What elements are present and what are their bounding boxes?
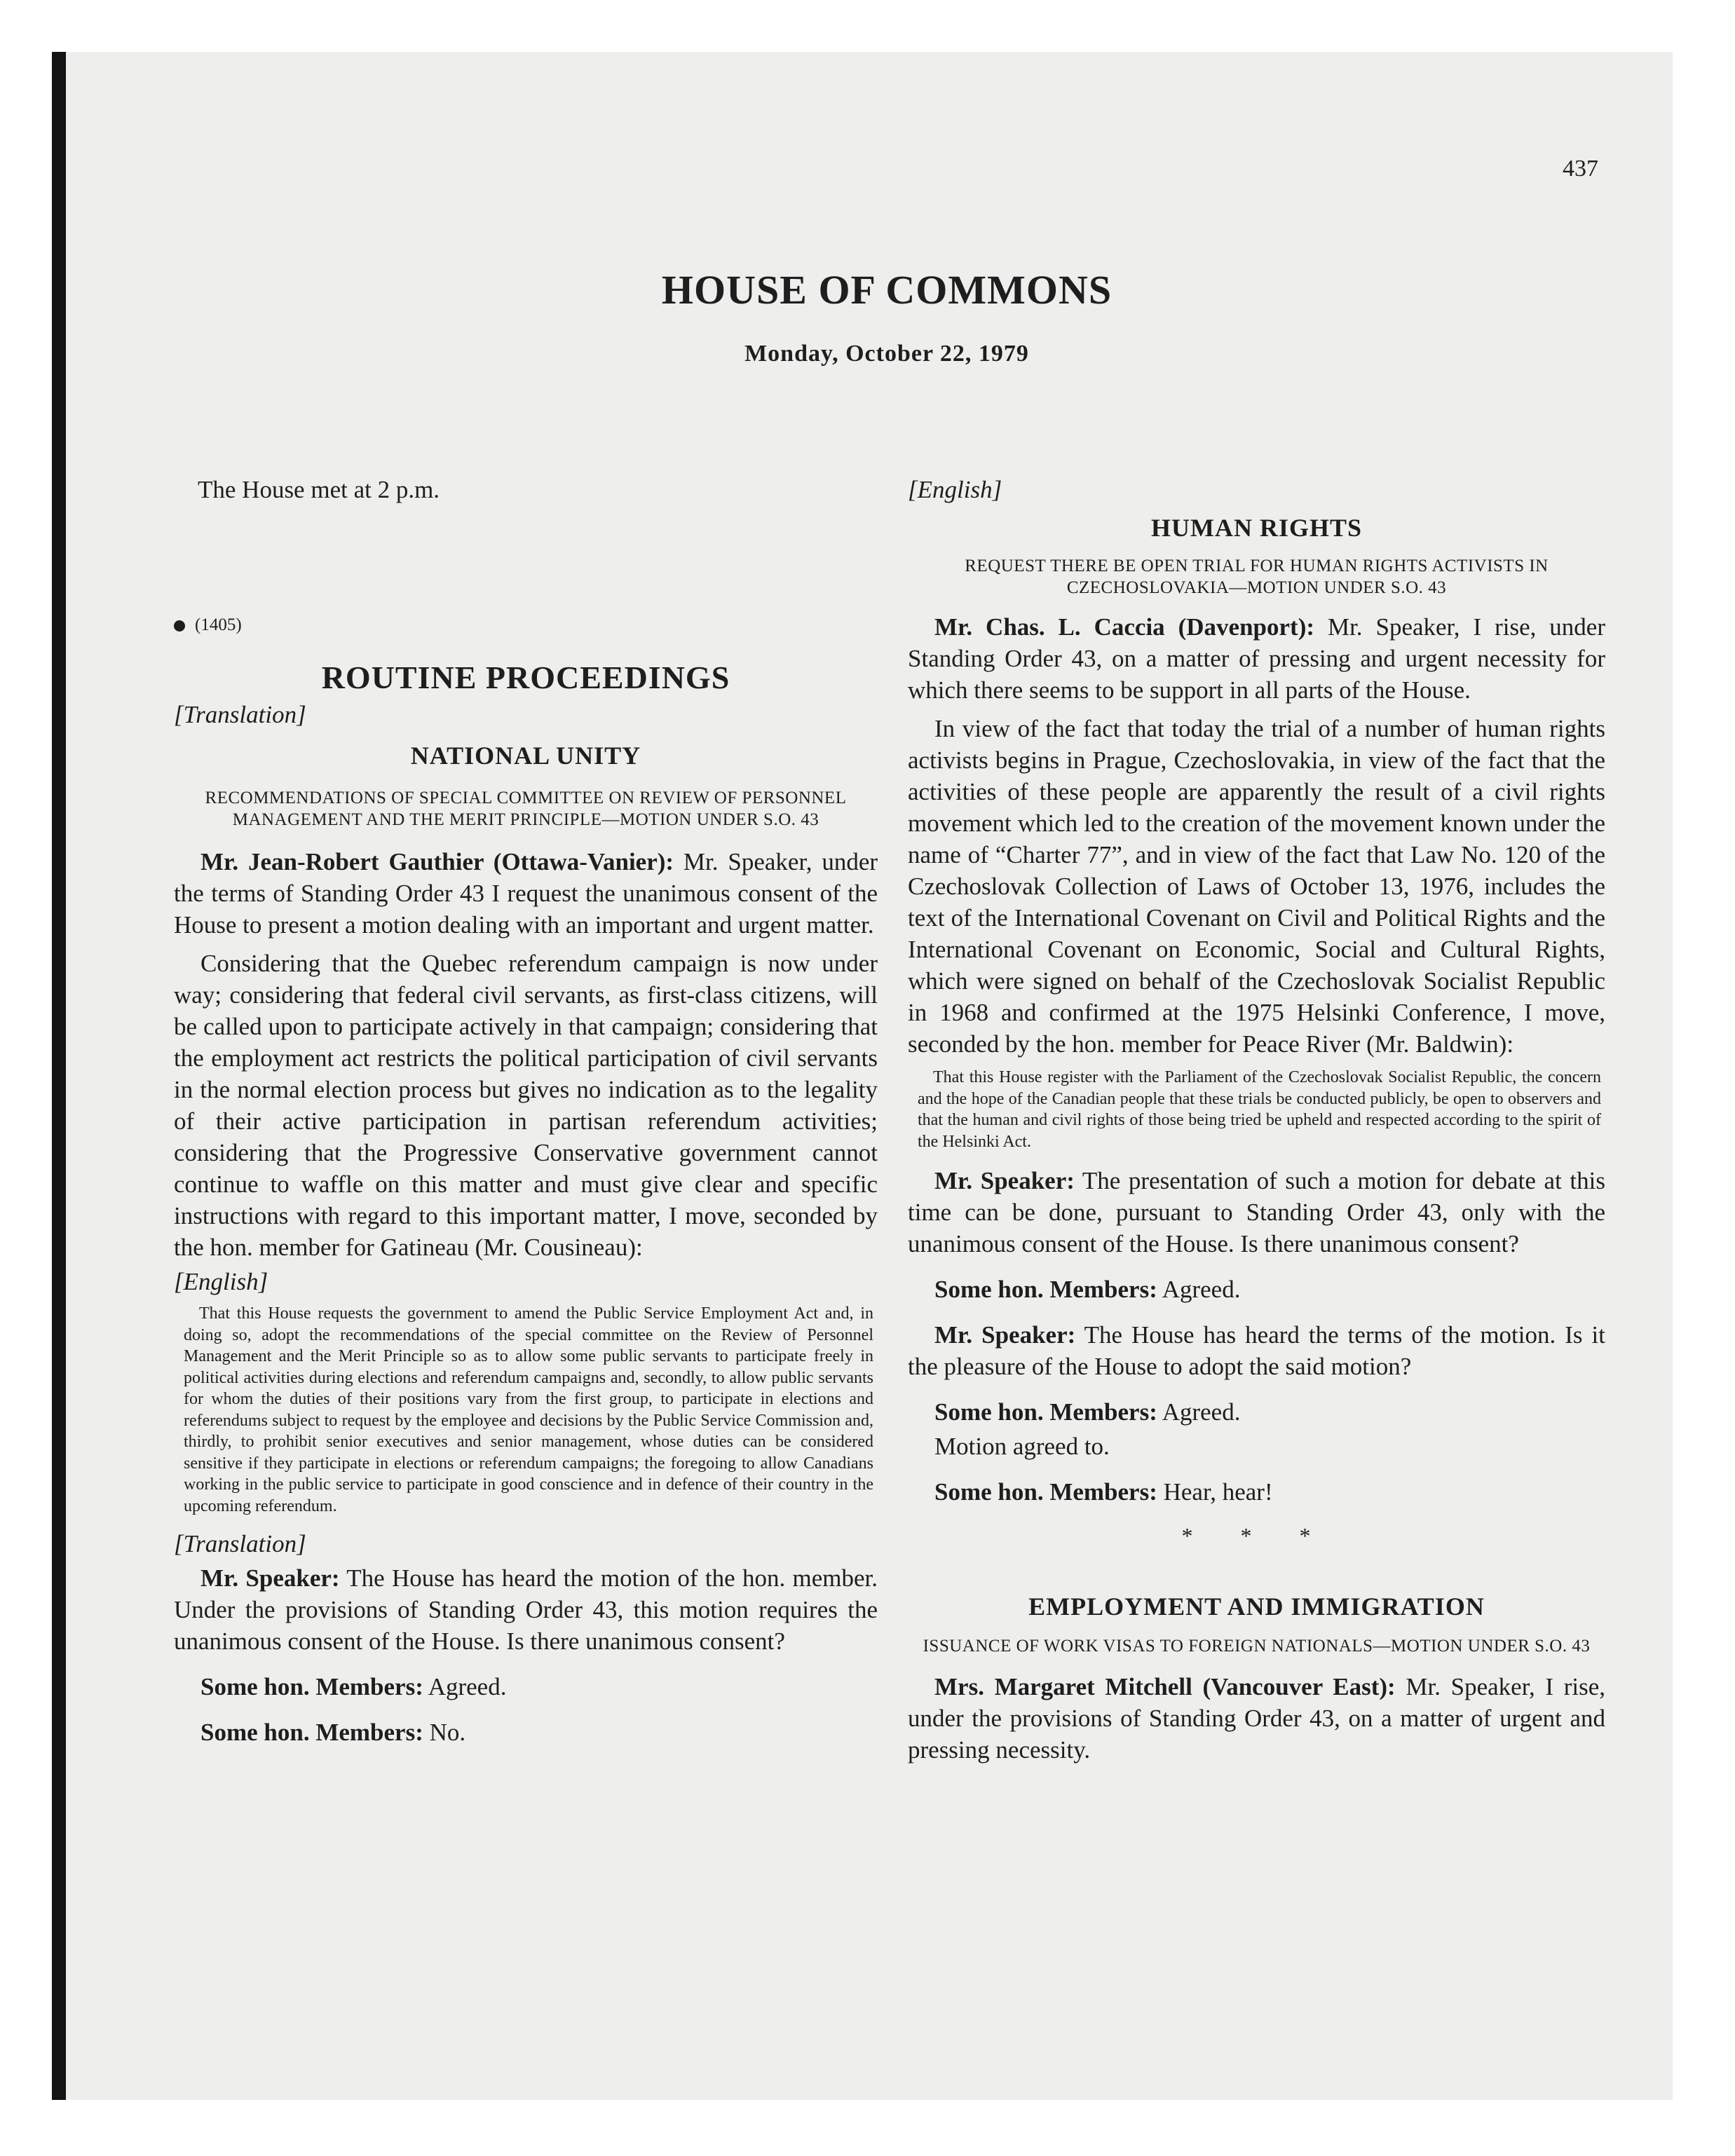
page-number: 437: [1563, 156, 1598, 182]
motion-text: That this House requests the government to amend the Public Service Employment Act and, in doing so, adopt the recommendations of the special committee on the Review of Personnel Management and the Merit Principle so as to allow some public servants to participate freely in political activities during elections and referendum campaigns and, secondly, to allow public servants for whom the duties of their positions vary from the first group, to participate in elections and referendums subject to request by the employee and decisions by the Public Service Commission and, thirdly, to prohibit senior executives and senior management, whose duties can be considered sensitive if they participate in elections or referendum campaigns; the foregoing to allow Canadians working in the public service to participate in good conscience and in defence of their country in the upcoming referendum.: [184, 1304, 873, 1515]
speaker-name: Mrs. Margaret Mitchell (Vancouver East):: [934, 1673, 1396, 1700]
speech-speaker: [908, 1319, 1605, 1382]
speaker-name: Mr. Speaker:: [934, 1321, 1076, 1349]
language-tag-english: [English]: [908, 476, 1002, 503]
language-tag-translation: [Translation]: [174, 701, 306, 728]
section-title-human-rights: HUMAN RIGHTS: [1150, 514, 1363, 542]
section-subtitle: REQUEST THERE BE OPEN TRIAL FOR HUMAN RIGHTS ACTIVISTS IN CZECHOSLOVAKIA—MOTION UNDER S.O. 43: [965, 557, 1549, 597]
speech-text: Mr. Speaker, I rise, under Standing Order 43, on a matter of pressing and urgent necessity for which there seems to be support in all parts of the House.: [908, 613, 1605, 704]
reply-agreed: [174, 1671, 878, 1703]
time-mark: (1405): [174, 609, 878, 641]
right-column: [908, 474, 1605, 1766]
section-subtitle: RECOMMENDATIONS OF SPECIAL COMMITTEE ON REVIEW OF PERSONNEL MANAGEMENT AND THE MERIT PRINCIPLE—MOTION UNDER S.O. 43: [205, 789, 847, 829]
speaker-name: Mr. Speaker:: [934, 1167, 1075, 1194]
speech-text: The House has heard the terms of the motion. Is it the pleasure of the House to adopt the said motion?: [908, 1321, 1605, 1380]
reply-hear-hear: [908, 1476, 1605, 1508]
speech-text: Mr. Speaker, under the terms of Standing Order 43 I request the unanimous consent of the House to present a motion dealing with an important and urgent matter.: [174, 848, 878, 939]
paragraph-considering: Considering that the Quebec referendum campaign is now under way; considering that federal civil servants, as first-class citizens, will be called upon to participate actively in that campaign; considering that the employment act restricts the political participation of civil servants in the normal election process but gives no indication as to the legality of their active participation in partisan referendum activities; considering that the Progressive Conservative government cannot continue to waffle on this matter and must give clear and specific instructions with regard to this important matter, I move, seconded by the hon. member for Gatineau (Mr. Cousineau):: [174, 950, 878, 1261]
heading-routine-proceedings: ROUTINE PROCEEDINGS: [321, 660, 730, 695]
reply-text: Agreed.: [1162, 1398, 1241, 1426]
motion-agreed: Motion agreed to.: [934, 1433, 1110, 1460]
paragraph-in-view: In view of the fact that today the trial of a number of human rights activists begins in Prague, Czechoslovakia, in view of the fact that the activities of these people are apparently the result of a civil rights movement which led to the creation of the movement known under the name of “Charter 77”, and in view of the fact that Law No. 120 of the Czechoslovak Collection of Laws of October 13, 1976, includes the text of the International Covenant on Civil and Political Rights and the International Covenant on Economic, Social and Cultural Rights, which were signed on behalf of the Czechoslovak Socialist Republic in 1968 and confirmed at the 1975 Helsinki Conference, I move, seconded by the hon. member for Peace River (Mr. Baldwin):: [908, 715, 1605, 1058]
section-subtitle: ISSUANCE OF WORK VISAS TO FOREIGN NATIONALS—MOTION UNDER S.O. 43: [923, 1637, 1591, 1656]
reply-text: Agreed.: [1162, 1276, 1241, 1303]
sitting-date: Monday, October 22, 1979: [744, 341, 1029, 367]
speaker-name: Some hon. Members:: [934, 1478, 1157, 1506]
section-separator: * * *: [1181, 1523, 1332, 1548]
speaker-name: Some hon. Members:: [200, 1719, 423, 1746]
reply-text: Agreed.: [428, 1673, 507, 1700]
reply-agreed: [908, 1396, 1605, 1428]
language-tag-translation: [Translation]: [174, 1530, 306, 1557]
speech-speaker: [908, 1165, 1605, 1260]
speaker-name: Mr. Jean-Robert Gauthier (Ottawa-Vanier):: [200, 848, 674, 875]
speech-mitchell: [908, 1671, 1605, 1766]
speaker-name: Mr. Chas. L. Caccia (Davenport):: [934, 613, 1315, 641]
reply-text: Hear, hear!: [1163, 1478, 1273, 1506]
reply-text: No.: [429, 1719, 466, 1746]
speech-text: The House has heard the motion of the hon. member. Under the provisions of Standing Order 43, this motion requires the unanimous consent of the House. Is there unanimous consent?: [174, 1564, 878, 1655]
speaker-name: Some hon. Members:: [934, 1276, 1157, 1303]
reply-agreed: [908, 1274, 1605, 1305]
speech-text: Mr. Speaker, I rise, under the provisions of Standing Order 43, on a matter of urgent and pressing necessity.: [908, 1673, 1605, 1763]
language-tag-english: [English]: [174, 1268, 268, 1295]
page-title: HOUSE OF COMMONS: [661, 267, 1113, 313]
speech-text: The presentation of such a motion for debate at this time can be done, pursuant to Standing Order 43, only with the unanimous consent of the House. Is there unanimous consent?: [908, 1167, 1605, 1257]
opening-line: The House met at 2 p.m.: [198, 476, 440, 503]
motion-text: That this House register with the Parliament of the Czechoslovak Socialist Republic, the concern and the hope of the Canadian people that these trials be conducted publicly, be open to observers and that the human and civil rights of those being tried be upheld and respected according to the spirit of the Helsinki Act.: [918, 1068, 1601, 1151]
speaker-name: Some hon. Members:: [934, 1398, 1157, 1426]
speech-caccia: [908, 611, 1605, 706]
speech-speaker: [174, 1562, 878, 1657]
bullet-icon: [174, 620, 185, 632]
scan-edge: [52, 52, 66, 2100]
speaker-name: Mr. Speaker:: [200, 1564, 340, 1592]
section-title-national-unity: NATIONAL UNITY: [410, 742, 641, 770]
reply-no: [174, 1717, 878, 1748]
section-title-employment: EMPLOYMENT AND IMMIGRATION: [1028, 1592, 1485, 1621]
speech-gauthier: [174, 846, 878, 941]
speaker-name: Some hon. Members:: [200, 1673, 423, 1700]
left-column: [174, 474, 878, 1748]
